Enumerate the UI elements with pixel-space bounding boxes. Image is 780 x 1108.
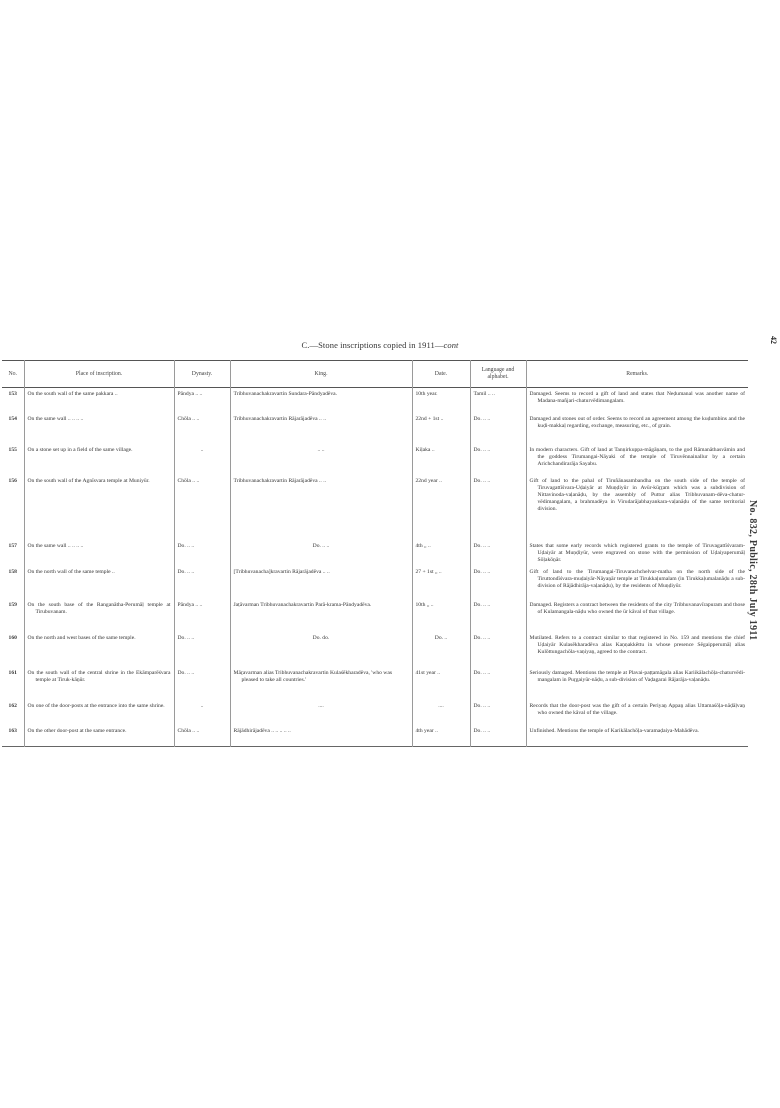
cell-king: Tribhuvanachakravartin Rājarājadēva .. .. xyxy=(230,413,412,444)
cell-no: 157 xyxy=(8,543,17,549)
header-language: Language and alphabet. xyxy=(470,361,526,388)
cell-place: On the same wall .. .. .. .. xyxy=(24,413,174,444)
cell-king: Rājādhirājadēva .. .. .. .. .. xyxy=(230,725,412,747)
table-row xyxy=(2,700,748,725)
cell-no: 153 xyxy=(8,391,17,397)
table-row xyxy=(2,540,748,566)
cell-remarks: Gift of land to the pahal of Tiruñānasambandha on the south side of the temple of Tiruvagattīśvara-Uḍaiyār at Muṇḍiyūr in Avūr-kūṟṟam which was a subdivision of Nittavinoda-vaḷanāḍu, by the assembly of Puttur alias Tribhuvanam-dēva-chatur-vēdimangalam, a brahmadēya in Virudarājabhayankara-vaḷanāḍu of the same territorial division. xyxy=(526,475,748,540)
cell-language: Do. .. .. xyxy=(470,475,526,540)
cell-date: 10th „ .. xyxy=(412,599,470,632)
header-place: Place of inscription. xyxy=(24,361,174,388)
cell-king: Tribhuvanachakravartin Sundara-Pāndyadēva. xyxy=(230,388,412,414)
cell-no: 159 xyxy=(8,602,17,608)
cell-king: [Tribhuvanacha]kravartin Rājarājadēva .. .. xyxy=(230,566,412,599)
cell-place: On the south base of the Ranganātha-Perumāḷ temple at Tirubuvanam. xyxy=(24,599,174,632)
cell-dynasty: Do. .. .. xyxy=(174,540,230,566)
cell-place: On the south wall of the Agnīsvara temple at Muniyūr. xyxy=(24,475,174,540)
cell-place: On the south wall of the central shrine in the Ekāmparēśvara temple at Tiruk-kāṉūr. xyxy=(24,667,174,700)
table-row xyxy=(2,632,748,667)
cell-remarks: Seriously damaged. Mentions the temple at Plavai-paṭṭamāgala alias Kariikālachōḷa-chaturvēdi-mangalam in Puṟgaiyūr-nāḍu, a sub-division of Vaḍagarai Rājarāja-vaḷanāḍu. xyxy=(526,667,748,700)
table-row xyxy=(2,388,748,414)
page-title-cont: cont xyxy=(443,340,459,350)
cell-remarks: Damaged. Registers a contract between the residents of the city Tribhuvanavīrapuram and those of Kulamangala-nāḍu who owned the ūr kāval of that village. xyxy=(526,599,748,632)
cell-remarks: In modern characters. Gift of land at Tanṇirkuppa-māgāṇam, to the god Rāmanāthasvāmin and the goddess Tirumangai-Nāyaki of the temple of Tiruvēnnainallur by a certain Arichchandirarāja Sayabu. xyxy=(526,444,748,475)
table-row xyxy=(2,725,748,747)
cell-date: 22nd + 1st .. xyxy=(412,413,470,444)
page-title-text: C.—Stone inscriptions copied in 1911— xyxy=(301,340,444,350)
table-row xyxy=(2,667,748,700)
cell-dynasty: Chōla .. .. xyxy=(174,413,230,444)
cell-date: 41st year .. xyxy=(412,667,470,700)
cell-remarks: Gift of land to the Tirumangai-Tiruvarachchelvar-matha on the north side of the Tiruttondīśvara-muḍaiyār-Nāyaṉār temple at Tirukkaḷumalam (in Tirukkaḷumalanāḍu a sub-division of Rājādhirāja-vaḷanāḍu), by the residents of Muṇḍiyūr. xyxy=(526,566,748,599)
side-note-reference: No. 832, Public, 28th July 1911 xyxy=(747,500,758,641)
cell-no: 156 xyxy=(8,478,17,484)
cell-dynasty: Do. .. .. xyxy=(174,632,230,667)
header-no: No. xyxy=(8,370,18,377)
cell-language: Do. .. .. xyxy=(470,413,526,444)
table-row xyxy=(2,444,748,475)
cell-no: 163 xyxy=(8,728,17,734)
cell-place: On a stone set up in a field of the same village. xyxy=(24,444,174,475)
header-king: King. xyxy=(230,361,412,388)
cell-language: Do. .. .. xyxy=(470,725,526,747)
cell-language: Do. .. .. xyxy=(470,444,526,475)
cell-place: On the north wall of the same temple .. xyxy=(24,566,174,599)
cell-date: 4th „ .. xyxy=(412,540,470,566)
table-row xyxy=(2,566,748,599)
cell-no: 160 xyxy=(8,635,17,641)
cell-remarks: Mutilated. Refers to a contract similar to that registered in No. 159 and mentions the chief Uḍaiyār Kulasēkharadēva alias Kaṇṇakkēttu in whose presence Sēgaipperumāḷ alias Kulōttungachōla-vaṇiyaṉ, agreed to the contract. xyxy=(526,632,748,667)
cell-remarks: Unfinished. Mentions the temple of Karikālachōḷa-varamaḍaiya-Mahādēva. xyxy=(526,725,748,747)
cell-king: Māṟavarman alias Tribhuvanachakravartin Kulaśēkharadēva, 'who was pleased to take all countries.' xyxy=(230,667,412,700)
cell-date: Do. .. xyxy=(412,632,470,667)
page-number: 42 xyxy=(769,336,778,344)
cell-date: Kiḷaka .. xyxy=(412,444,470,475)
cell-remarks: Damaged and stones out of order. Seems to record an agreement among the kuḍumbins and the kuḍi-makkaḷ regarding, exchange, measuring, etc., of grain. xyxy=(526,413,748,444)
cell-place: On the north and west bases of the same temple. xyxy=(24,632,174,667)
cell-no: 162 xyxy=(8,703,17,709)
cell-dynasty: Do. .. .. xyxy=(174,667,230,700)
cell-dynasty: Pāndya .. .. xyxy=(174,599,230,632)
cell-place: On one of the door-posts at the entrance into the same shrine. xyxy=(24,700,174,725)
cell-date: 4th year .. xyxy=(412,725,470,747)
cell-king: Do. do. xyxy=(230,632,412,667)
table-row xyxy=(2,413,748,444)
cell-language: Do. .. .. xyxy=(470,632,526,667)
cell-dynasty: Do. .. .. xyxy=(174,566,230,599)
table-row xyxy=(2,599,748,632)
cell-language: Do. .. .. xyxy=(470,667,526,700)
inscriptions-table xyxy=(2,360,748,747)
cell-dynasty: Chōla .. .. xyxy=(174,725,230,747)
cell-dynasty: Chōla .. .. xyxy=(174,475,230,540)
cell-no: 154 xyxy=(8,416,17,422)
cell-king: Tribhuvanachakravartin Rājarājadēva .. .. xyxy=(230,475,412,540)
cell-king: Jaṭāvarman Tribhuvanachakravartin Parā-krama-Pāndyadēva. xyxy=(230,599,412,632)
cell-place: On the same wall .. .. .. .. xyxy=(24,540,174,566)
cell-date: 10th year. xyxy=(412,388,470,414)
cell-king: Do. .. .. xyxy=(230,540,412,566)
cell-date: 27 + 1st „ .. xyxy=(412,566,470,599)
cell-language: Do. .. .. xyxy=(470,540,526,566)
header-date: Date. xyxy=(412,361,470,388)
cell-dynasty: .. xyxy=(174,444,230,475)
cell-language: Tamil .. .. xyxy=(470,388,526,414)
cell-date: .... xyxy=(412,700,470,725)
cell-dynasty: Pāndya .. .. xyxy=(174,388,230,414)
cell-king: .... xyxy=(230,700,412,725)
cell-no: 161 xyxy=(8,670,17,676)
header-remarks: Remarks. xyxy=(526,361,748,388)
cell-king: .. .. xyxy=(230,444,412,475)
cell-place: On the south wall of the same pakkara .. xyxy=(24,388,174,414)
cell-remarks: Records that the door-post was the gift of a certain Periyaṉ Appaṉ alias Uttamaśōḷa-nāḍāḷvaṉ who owned the kāval of the village. xyxy=(526,700,748,725)
cell-place: On the other door-post at the same entrance. xyxy=(24,725,174,747)
cell-language: Do. .. .. xyxy=(470,566,526,599)
cell-language: Do. .. .. xyxy=(470,700,526,725)
cell-dynasty: .. xyxy=(174,700,230,725)
page-title xyxy=(230,340,530,350)
table-row xyxy=(2,475,748,540)
cell-language: Do. .. .. xyxy=(470,599,526,632)
cell-no: 155 xyxy=(8,447,17,453)
header-dynasty: Dynasty. xyxy=(174,361,230,388)
table-header-row xyxy=(2,361,748,388)
cell-no: 158 xyxy=(8,569,17,575)
cell-remarks: Damaged. Seems to record a gift of land and states that Neḍumanal was another name of Madana-mañjari-chaturvēdimangalam. xyxy=(526,388,748,414)
cell-remarks: States that some early records which registered grants to the temple of Tiruvagattīśvaram-Uḍaiyār at Muṇḍiyūr, were engraved on stone with the permission of Uḍaiyaperumāḷ Sōḷakōṉār. xyxy=(526,540,748,566)
cell-date: 22nd year .. xyxy=(412,475,470,540)
